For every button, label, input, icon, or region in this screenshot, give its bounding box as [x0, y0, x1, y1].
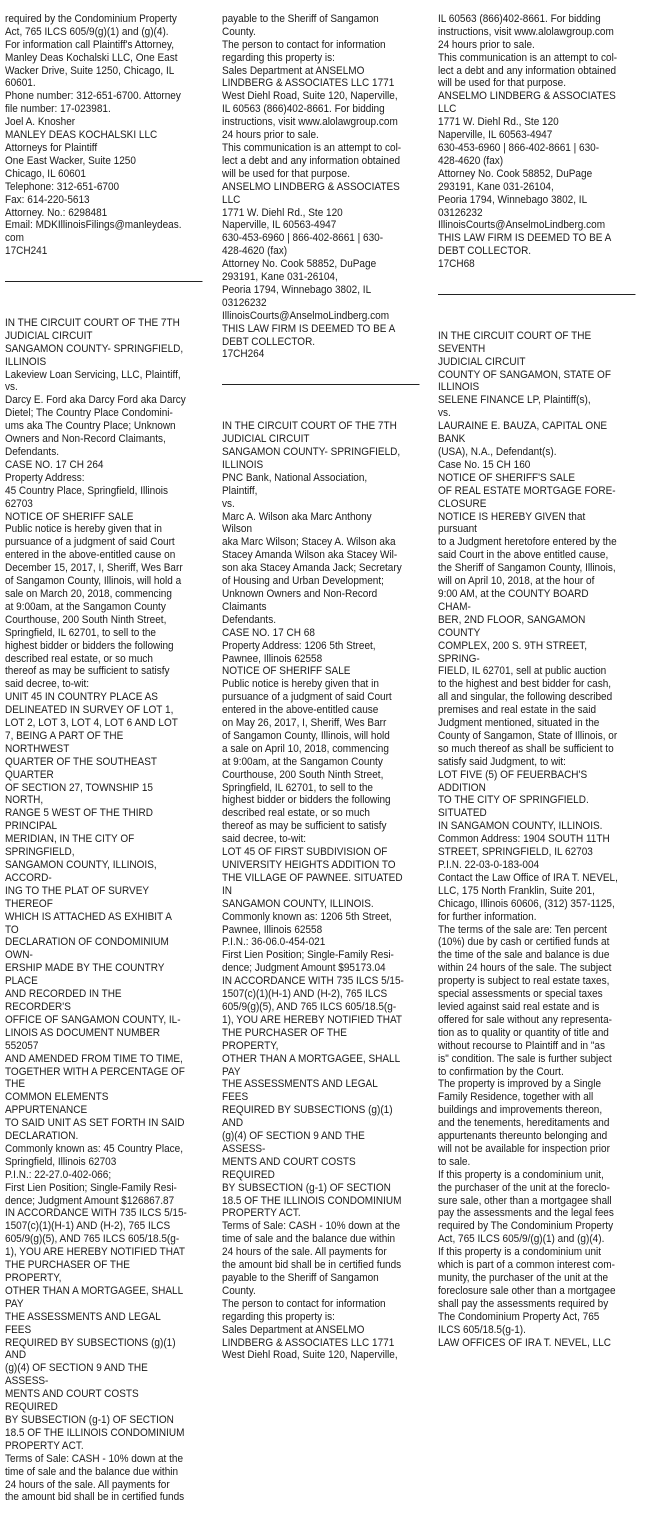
- notice-block: IN THE CIRCUIT COURT OF THE SEVENTH JUDICIAL CIRCUIT COUNTY OF SANGAMON, STATE OF ILLINOIS SELENE FINANCE LP, Plaintiff(s), vs. LAURAINE E. BAUZA, CAPITAL ONE BANK (USA), N.A., Defendant(s). Case No. 15 CH 160 NOTICE OF SHERIFF'S SALE OF REAL ESTATE MORTGAGE FORE- CLOSURE NOTICE IS HEREBY GIVEN that pursuant to a Judgment heretofore entered by the said Court in the above entitled cause, the Sheriff of Sangamon County, Illinois, will on April 10, 2018, at the hour of 9:00 AM, at the COUNTY BOARD CHAM- BER, 2ND FLOOR, SANGAMON COUNTY COMPLEX, 200 S. 9TH STREET, SPRING- FIELD, IL 62701, sell at public auction to the highest and best bidder for cash, all and singular, the following described premises and real estate in the said Judgment mentioned, situated in the County of Sangamon, State of Illinois, or so much thereof as shall be sufficient to satisfy said Judgment, to wit: LOT FIVE (5) OF FEUERBACH'S ADDITION TO THE CITY OF SPRINGFIELD. SITUATED IN SANGAMON COUNTY, ILLINOIS. Common Address: 1904 SOUTH 11TH STREET, SPRINGFIELD, IL 62703 P.I.N. 22-03-0-183-004 Contact the Law Office of IRA T. NEVEL, LLC, 175 North Franklin, Suite 201, Chicago, Illinois 60606, (312) 357-1125, for further information. The terms of the sale are: Ten percent (10%) due by cash or certified funds at the time of the sale and balance is due within 24 hours of the sale. The subject property is subject to real estate taxes, special assessments or special taxes levied against said real estate and is offered for sale without any representa- tion as to quality or quantity of title and without recourse to Plaintiff and in "as is" condition. The sale is further subject to confirmation by the Court. The property is improved by a Single Family Residence, together with all buildings and improvements thereon, and the tenements, hereditaments and appurtenants thereunto belonging and will not be available for inspection prior to sale. If this property is a condominium unit, the purchaser of the unit at the foreclo- sure sale, other than a mortgagee shall pay the assessments and the legal fees required by The Condominium Property Act, 765 ILCS 605/9/(g)(1) and (g)(4). If this property is a condominium unit which is part of a common interest com- munity, the purchaser of the unit at the foreclosure sale other than a mortgagee shall pay the assessments required by The Condominium Property Act, 765 ILCS 605/18.5(g-1). LAW OFFICES OF IRA T. NEVEL, LLC: [438, 329, 618, 1349]
- divider: [438, 294, 635, 295]
- notice-block: payable to the Sheriff of Sangamon County. The person to contact for information regarding this property is: Sales Department at ANSELMO LINDBERG & ASSOCIATES LLC 1771 West Diehl Road, Suite 120, Naperville, IL 60563 (866)402-8661. For bidding instructions, visit www.alolawgroup.com 24 hours prior to sale. This communication is an attempt to col- lect a debt and any information obtained will be used for that purpose. ANSELMO LINDBERG & ASSOCIATES LLC 1771 W. Diehl Rd., Ste 120 Naperville, IL 60563-4947 630-453-6960 | 866-402-8661 | 630- 428-4620 (fax) Attorney No. Cook 58852, DuPage 293191, Kane 031-26104, Peoria 1794, Winnebago 3802, IL 03126232 IllinoisCourts@AnselmoLindberg.com THIS LAW FIRM IS DEEMED TO BE A DEBT COLLECTOR. 17CH264: [222, 12, 402, 361]
- notice-block: IL 60563 (866)402-8661. For bidding instructions, visit www.alolawgroup.com 24 hours prior to sale. This communication is an attempt to col- lect a debt and any information obtained will be used for that purpose. ANSELMO LINDBERG & ASSOCIATES LLC 1771 W. Diehl Rd., Ste 120 Naperville, IL 60563-4947 630-453-6960 | 866-402-8661 | 630- 428-4620 (fax) Attorney No. Cook 58852, DuPage 293191, Kane 031-26104, Peoria 1794, Winnebago 3802, IL 03126232 IllinoisCourts@AnselmoLindberg.com THIS LAW FIRM IS DEEMED TO BE A DEBT COLLECTOR. 17CH68: [438, 12, 618, 271]
- notice-block: required by the Condominium Property Act, 765 ILCS 605/9(g)(1) and (g)(4). For information call Plaintiff's Attorney, Manley Deas Kochalski LLC, One East Wacker Drive, Suite 1250, Chicago, IL 60601. Phone number: 312-651-6700. Attorney file number: 17-023981. Joel A. Knosher MANLEY DEAS KOCHALSKI LLC Attorneys for Plaintiff One East Wacker, Suite 1250 Chicago, IL 60601 Telephone: 312-651-6700 Fax: 614-220-5613 Attorney. No.: 6298481 Email: MDKIllinoisFilings@manleydeas. com 17CH241: [5, 12, 182, 258]
- notice-block: IN THE CIRCUIT COURT OF THE 7TH JUDICIAL CIRCUIT SANGAMON COUNTY- SPRINGFIELD, ILLINOIS Lakeview Loan Servicing, LLC, Plaintiff, vs. Darcy E. Ford aka Darcy Ford aka Darcy Dietel; The Country Place Condomini- ums aka The Country Place; Unknown Owners and Non-Record Claimants, Defendants. CASE NO. 17 CH 264 Property Address: 45 Country Place, Springfield, Illinois 62703 NOTICE OF SHERIFF SALE Public notice is hereby given that in pursuance of a judgment of said Court entered in the above-entitled cause on December 15, 2017, I, Sheriff, Wes Barr of Sangamon County, Illinois, will hold a sale on March 20, 2018, commencing at 9:00am, at the Sangamon County Courthouse, 200 South Ninth Street, Springfield, IL 62701, to sell to the highest bidder or bidders the following described real estate, or so much thereof as may be sufficient to satisfy said decree, to-wit: UNIT 45 IN COUNTRY PLACE AS DELINEATED IN SURVEY OF LOT 1, LOT 2, LOT 3, LOT 4, LOT 6 AND LOT 7, BEING A PART OF THE NORTHWEST QUARTER OF THE SOUTHEAST QUARTER OF SECTION 27, TOWNSHIP 15 NORTH, RANGE 5 WEST OF THE THIRD PRINCIPAL MERIDIAN, IN THE CITY OF SPRINGFIELD, SANGAMON COUNTY, ILLINOIS, ACCORD- ING TO THE PLAT OF SURVEY THEREOF WHICH IS ATTACHED AS EXHIBIT A TO DECLARATION OF CONDOMINIUM OWN- ERSHIP MADE BY THE COUNTRY PLACE AND RECORDED IN THE RECORDER'S OFFICE OF SANGAMON COUNTY, IL- LINOIS AS DOCUMENT NUMBER 552057 AND AMENDED FROM TIME TO TIME, TOGETHER WITH A PERCENTAGE OF THE COMMON ELEMENTS APPURTENANCE TO SAID UNIT AS SET FORTH IN SAID DECLARATION. Commonly known as: 45 Country Place, Springfield, Illinois 62703 P.I.N.: 22-27.0-402-066; First Lien Position; Single-Family Resi- dence; Judgment Amount $126867.87 IN ACCORDANCE WITH 735 ILCS 5/15- 1507(c)(1)(H-1) AND (H-2), 765 ILCS 605/9(g)(5), AND 765 ILCS 605/18.5(g- 1), YOU ARE HEREBY NOTIFIED THAT THE PURCHASER OF THE PROPERTY, OTHER THAN A MORTGAGEE, SHALL PAY THE ASSESSMENTS AND LEGAL FEES REQUIRED BY SUBSECTIONS (g)(1) AND (g)(4) OF SECTION 9 AND THE ASSESS- MENTS AND COURT COSTS REQUIRED BY SUBSECTION (g-1) OF SECTION 18.5 OF THE ILLINOIS CONDOMINIUM PROPERTY ACT. Terms of Sale: CASH - 10% down at the time of sale and the balance due within 24 hours of the sale. All payments for the amount bid shall be in certified funds: [5, 316, 187, 1504]
- column-2: [222, 0, 404, 1375]
- column-3: [438, 0, 620, 1362]
- divider: [5, 281, 202, 282]
- notice-block: IN THE CIRCUIT COURT OF THE 7TH JUDICIAL CIRCUIT SANGAMON COUNTY- SPRINGFIELD, ILLINOIS PNC Bank, National Association, Plaintiff, vs. Marc A. Wilson aka Marc Anthony Wilson aka Marc Wilson; Stacey A. Wilson aka Stacey Amanda Wilson aka Stacey Wil- son aka Stacey Amanda Jack; Secretary of Housing and Urban Development; Unknown Owners and Non-Record Claimants Defendants. CASE NO. 17 CH 68 Property Address: 1206 5th Street, Pawnee, Illinois 62558 NOTICE OF SHERIFF SALE Public notice is hereby given that in pursuance of a judgment of said Court entered in the above-entitled cause on May 26, 2017, I, Sheriff, Wes Barr of Sangamon County, Illinois, will hold a sale on April 10, 2018, commencing at 9:00am, at the Sangamon County Courthouse, 200 South Ninth Street, Springfield, IL 62701, to sell to the highest bidder or bidders the following described real estate, or so much thereof as may be sufficient to satisfy said decree, to-wit: LOT 45 OF FIRST SUBDIVISION OF UNIVERSITY HEIGHTS ADDITION TO THE VILLAGE OF PAWNEE. SITUATED IN SANGAMON COUNTY, ILLINOIS. Commonly known as: 1206 5th Street, Pawnee, Illinois 62558 P.I.N.: 36-06.0-454-021 First Lien Position; Single-Family Resi- dence; Judgment Amount $95173.04 IN ACCORDANCE WITH 735 ILCS 5/15- 1507(c)(1)(H-1) AND (H-2), 765 ILCS 605/9(g)(5), AND 765 ILCS 605/18.5(g- 1), YOU ARE HEREBY NOTIFIED THAT THE PURCHASER OF THE PROPERTY, OTHER THAN A MORTGAGEE, SHALL PAY THE ASSESSMENTS AND LEGAL FEES REQUIRED BY SUBSECTIONS (g)(1) AND (g)(4) OF SECTION 9 AND THE ASSESS- MENTS AND COURT COSTS REQUIRED BY SUBSECTION (g-1) OF SECTION 18.5 OF THE ILLINOIS CONDOMINIUM PROPERTY ACT. Terms of Sale: CASH - 10% down at the time of sale and the balance due within 24 hours of the sale. All payments for the amount bid shall be in certified funds payable to the Sheriff of Sangamon County. The person to contact for information regarding this property is: Sales Department at ANSELMO LINDBERG & ASSOCIATES LLC 1771 West Diehl Road, Suite 120, Naperville,: [222, 420, 404, 1362]
- divider: [222, 384, 419, 385]
- column-1: [5, 0, 187, 1517]
